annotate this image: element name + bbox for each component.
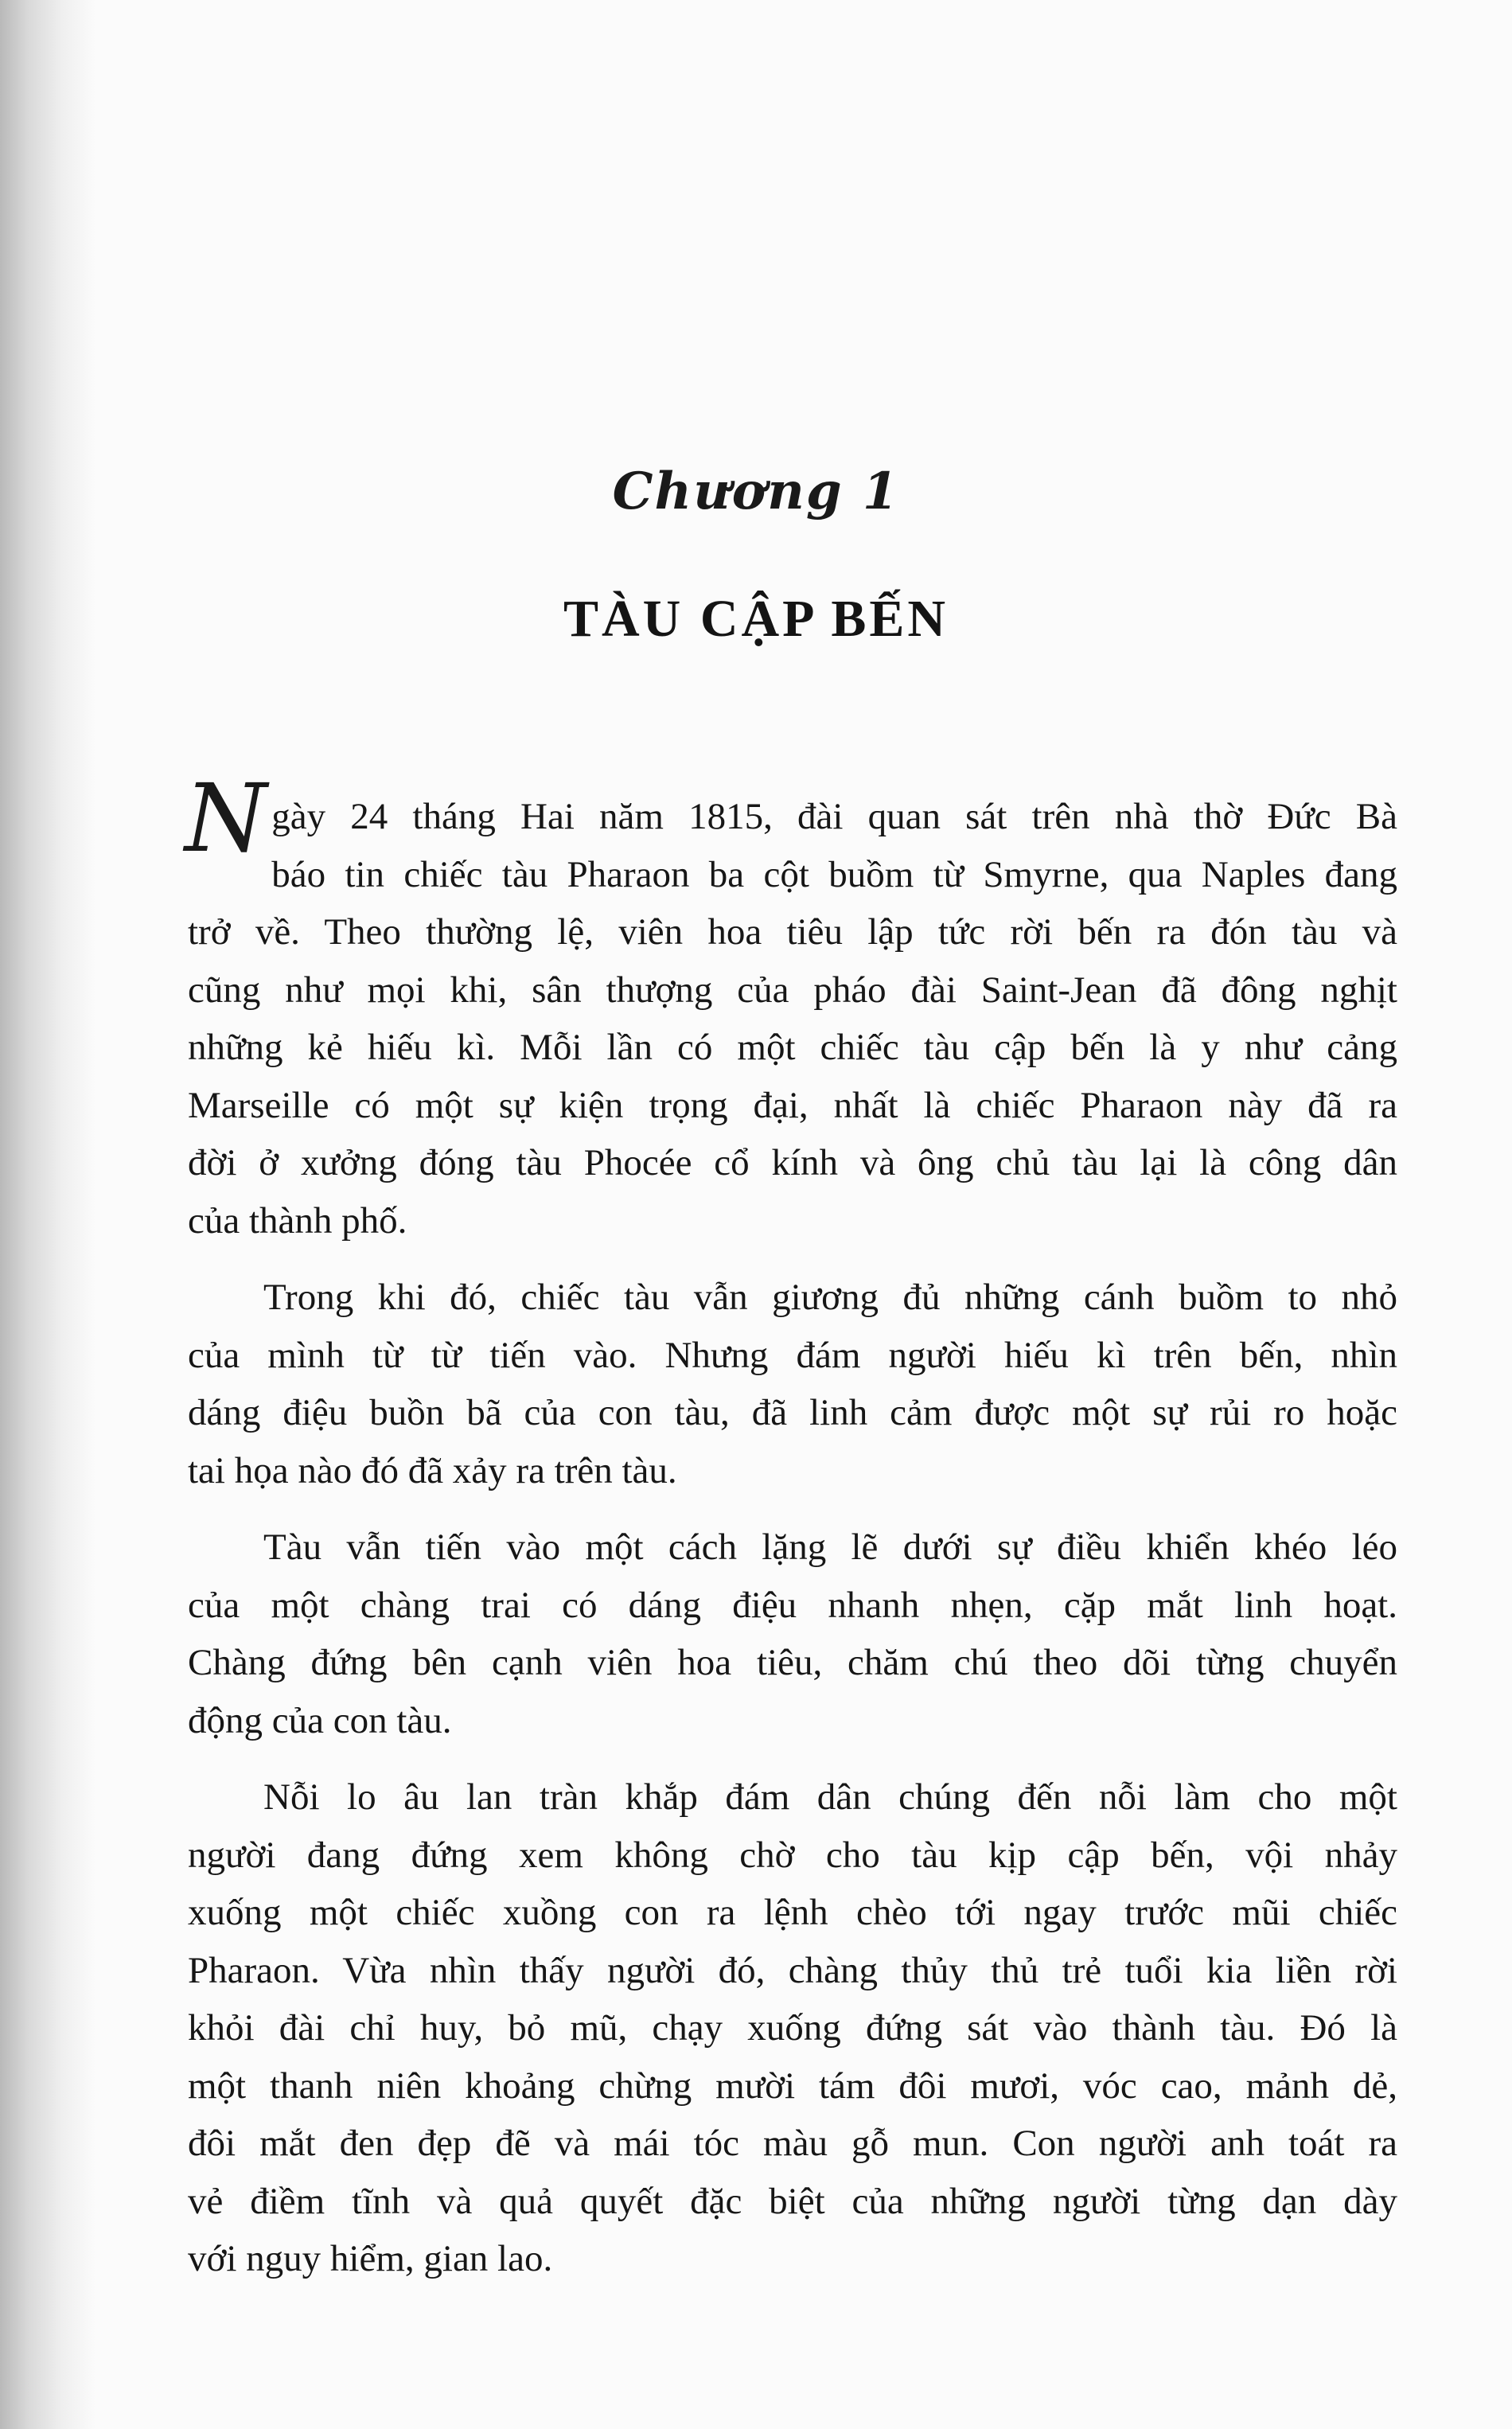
paragraph-1: [185, 763, 1397, 1250]
paragraph-3: [188, 1519, 1397, 1749]
text-line: tai họa nào đó đã xảy ra trên tàu.: [188, 1449, 677, 1491]
text-line: Trong khi đó, chiếc tàu vẫn giương đủ những cánh buồm to nhỏ: [263, 1277, 1397, 1318]
text-line: gày 24 tháng Hai năm 1815, đài quan sát trên nhà thờ Đức Bà: [271, 796, 1397, 837]
text-line: Marseille có một sự kiện trọng đại, nhất là chiếc Pharaon này đã ra: [188, 1084, 1397, 1126]
paragraph-4: [188, 1768, 1397, 2288]
text-line: dáng điệu buồn bã của con tàu, đã linh cảm được một sự rủi ro hoặc: [188, 1392, 1397, 1433]
text-line: xuống một chiếc xuồng con ra lệnh chèo tới ngay trước mũi chiếc: [188, 1892, 1397, 1933]
chapter-body: [185, 763, 1397, 2307]
text-line: Chàng đứng bên cạnh viên hoa tiêu, chăm chú theo dõi từng chuyển: [188, 1642, 1397, 1683]
text-line: của thành phố.: [188, 1199, 407, 1242]
text-line: động của con tàu.: [188, 1699, 452, 1741]
text-line: Nỗi lo âu lan tràn khắp đám dân chúng đến nỗi làm cho một: [263, 1776, 1397, 1818]
text-line: đời ở xưởng đóng tàu Phocée cổ kính và ông chủ tàu lại là công dân: [188, 1142, 1397, 1183]
text-line: của một chàng trai có dáng điệu nhanh nhẹn, cặp mắt linh hoạt.: [188, 1584, 1397, 1626]
text-line: khỏi đài chỉ huy, bỏ mũ, chạy xuống đứng sát vào thành tàu. Đó là: [188, 2007, 1397, 2049]
chapter-label: Chương 1: [612, 462, 900, 521]
text-line: đôi mắt đen đẹp đẽ và mái tóc màu gỗ mun. Con người anh toát ra: [188, 2123, 1397, 2164]
text-line: người đang đứng xem không chờ cho tàu kịp cập bến, vội nhảy: [188, 1834, 1397, 1876]
text-line: một thanh niên khoảng chừng mười tám đôi mươi, vóc cao, mảnh dẻ,: [188, 2064, 1397, 2107]
text-line: với nguy hiểm, gian lao.: [188, 2238, 553, 2279]
text-line: những kẻ hiếu kì. Mỗi lần có một chiếc tàu cập bến là y như cảng: [188, 1027, 1397, 1068]
text-line: vẻ điềm tĩnh và quả quyết đặc biệt của những người từng dạn dày: [188, 2180, 1397, 2222]
drop-cap: N: [185, 763, 267, 873]
chapter-title: TÀU CẬP BẾN: [563, 590, 949, 648]
paragraph-2: [188, 1269, 1397, 1499]
text-line: cũng như mọi khi, sân thượng của pháo đài Saint-Jean đã đông nghịt: [188, 969, 1397, 1011]
text-line: Pharaon. Vừa nhìn thấy người đó, chàng thủy thủ trẻ tuổi kia liền rời: [188, 1949, 1397, 1991]
text-line: Tàu vẫn tiến vào một cách lặng lẽ dưới sự điều khiển khéo léo: [263, 1526, 1397, 1568]
text-line: trở về. Theo thường lệ, viên hoa tiêu lập tức rời bến ra đón tàu và: [188, 911, 1397, 953]
text-line: của mình từ từ tiến vào. Nhưng đám người hiếu kì trên bến, nhìn: [188, 1334, 1397, 1376]
text-line: báo tin chiếc tàu Pharaon ba cột buồm từ Smyrne, qua Naples đang: [271, 853, 1397, 895]
